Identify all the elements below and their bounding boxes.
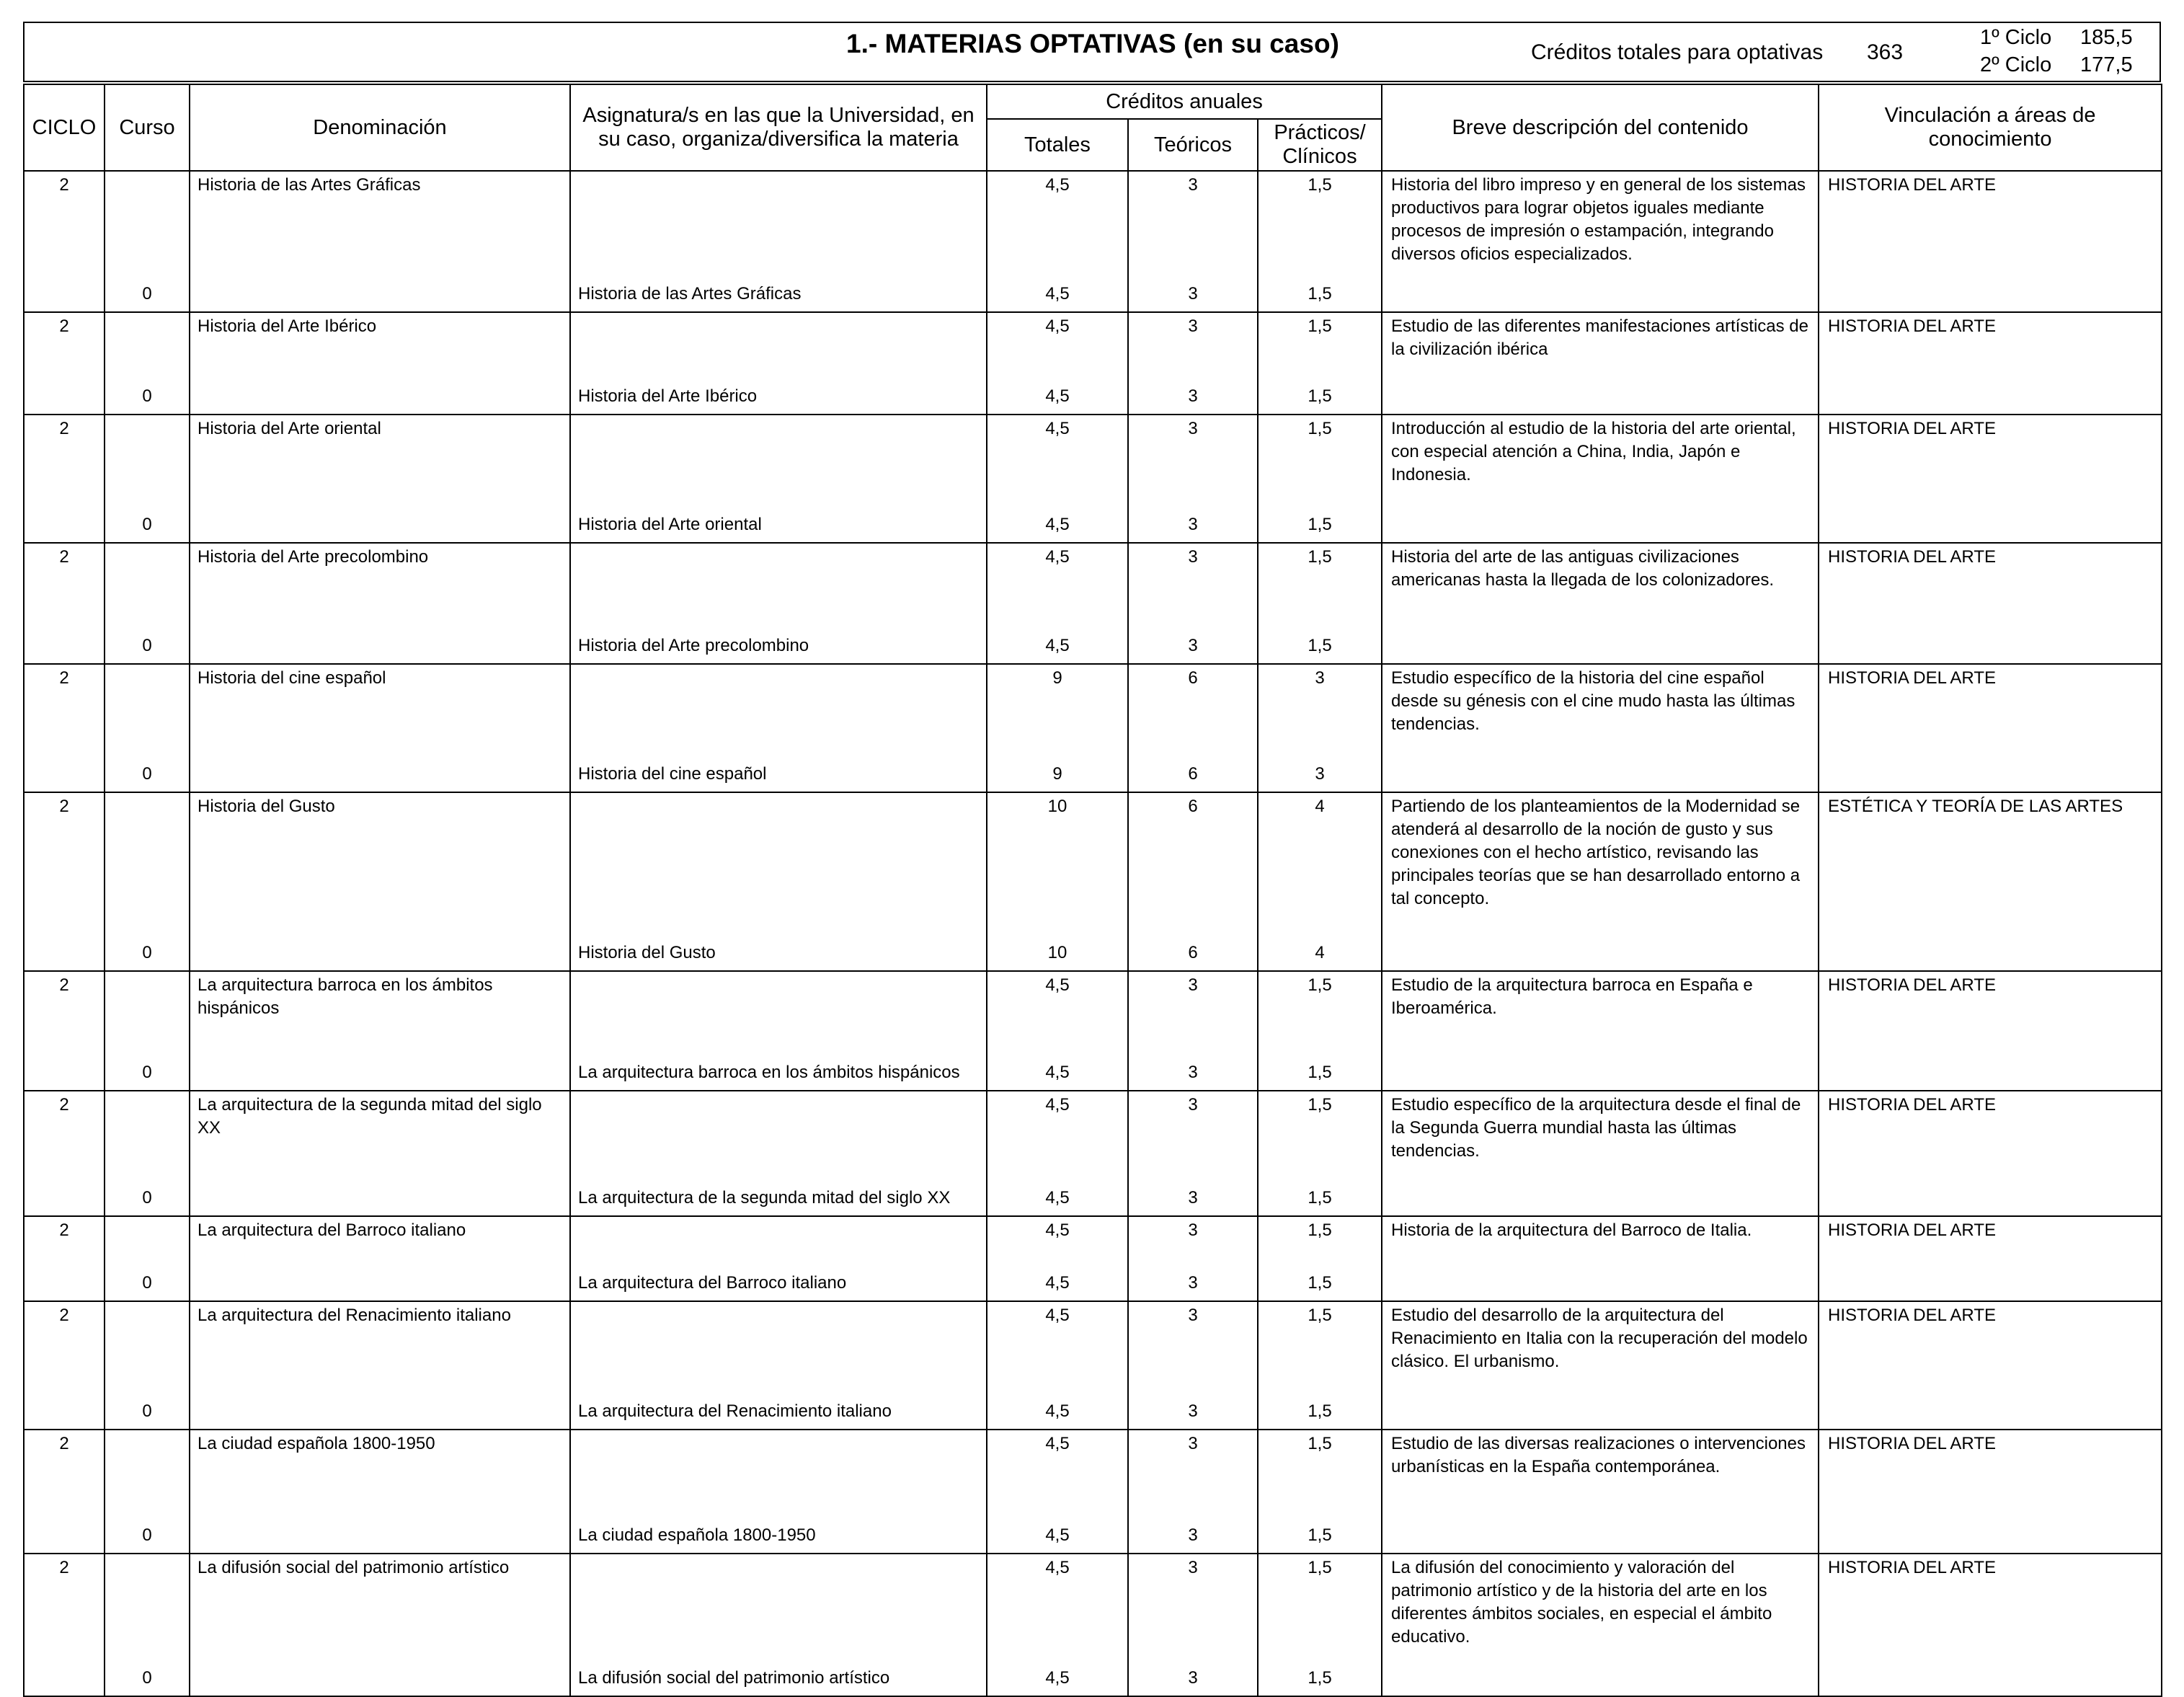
col-header-descripcion: Breve descripción del contenido [1382, 84, 1819, 171]
asignatura-cell: Historia de las Artes Gráficas [570, 279, 987, 312]
practicos-cell: 1,5 [1258, 543, 1382, 626]
optional-subjects-sheet [23, 22, 2161, 1688]
denominacion-cell: La arquitectura barroca en los ámbitos hispánicos [190, 971, 570, 1050]
teoricos-cell: 3 [1128, 1216, 1258, 1261]
teoricos-cell: 3 [1128, 505, 1258, 543]
practicos-cell: 4 [1258, 934, 1382, 971]
teoricos-cell: 3 [1128, 374, 1258, 415]
totales-cell: 4,5 [987, 1516, 1128, 1554]
asignatura-cell: Historia del Arte precolombino [570, 626, 987, 664]
asignatura-cell [570, 1091, 987, 1179]
col-header-asignatura: Asignatura/s en las que la Universidad, en su caso, organiza/diversifica la materia [570, 84, 987, 171]
curso-cell: 0 [105, 626, 190, 664]
ciclo-cell [24, 1261, 105, 1301]
teoricos-cell: 3 [1128, 312, 1258, 374]
practicos-cell: 1,5 [1258, 1261, 1382, 1301]
asignatura-cell [570, 1430, 987, 1516]
teoricos-cell: 3 [1128, 279, 1258, 312]
ciclo-cell: 2 [24, 1091, 105, 1179]
asignatura-cell [570, 1216, 987, 1261]
denominacion-cell: Historia del Arte precolombino [190, 543, 570, 626]
teoricos-cell: 6 [1128, 934, 1258, 971]
sheet-header [23, 22, 2161, 82]
denominacion-cell [190, 1179, 570, 1216]
totales-cell: 4,5 [987, 1216, 1128, 1261]
totales-cell: 4,5 [987, 1050, 1128, 1091]
teoricos-cell: 3 [1128, 171, 1258, 279]
subject-row [24, 1091, 2162, 1179]
ciclo-cell [24, 626, 105, 664]
ciclo-cell: 2 [24, 664, 105, 755]
descripcion-cell: Estudio de la arquitectura barroca en España e Iberoamérica. [1382, 971, 1819, 1091]
descripcion-cell: La difusión del conocimiento y valoración del patrimonio artístico y de la historia del arte en los diferentes ámbitos sociales, en especial el ámbito educativo. [1382, 1554, 1819, 1696]
practicos-cell: 4 [1258, 792, 1382, 934]
practicos-cell: 1,5 [1258, 415, 1382, 505]
curso-cell [105, 415, 190, 505]
descripcion-cell: Historia de la arquitectura del Barroco de Italia. [1382, 1216, 1819, 1301]
vinculacion-cell: HISTORIA DEL ARTE [1819, 415, 2162, 543]
ciclo-cell: 2 [24, 415, 105, 505]
totales-cell: 4,5 [987, 1301, 1128, 1389]
teoricos-cell: 3 [1128, 626, 1258, 664]
ciclo-cell: 2 [24, 171, 105, 279]
practicos-cell: 1,5 [1258, 312, 1382, 374]
descripcion-cell: Estudio específico de la arquitectura desde el final de la Segunda Guerra mundial hasta las últimas tendencias. [1382, 1091, 1819, 1216]
practicos-cell: 1,5 [1258, 1050, 1382, 1091]
asignatura-cell: La arquitectura barroca en los ámbitos hispánicos [570, 1050, 987, 1091]
denominacion-cell: La arquitectura del Barroco italiano [190, 1216, 570, 1261]
total-credits-value: 363 [1867, 40, 1904, 64]
denominacion-cell: La ciudad española 1800-1950 [190, 1430, 570, 1516]
col-header-totales: Totales [987, 119, 1128, 171]
curso-cell [105, 1554, 190, 1660]
ciclo-cell: 2 [24, 792, 105, 934]
ciclo-cell: 2 [24, 1301, 105, 1389]
ciclo-cell: 2 [24, 543, 105, 626]
vinculacion-cell: HISTORIA DEL ARTE [1819, 971, 2162, 1091]
totales-cell: 10 [987, 934, 1128, 971]
page-title: 1.- MATERIAS OPTATIVAS (en su caso) [846, 29, 1339, 58]
denominacion-cell: Historia del Arte oriental [190, 415, 570, 505]
vinculacion-cell: HISTORIA DEL ARTE [1819, 543, 2162, 664]
curso-cell: 0 [105, 1179, 190, 1216]
ciclo-cell [24, 279, 105, 312]
totales-cell: 4,5 [987, 1261, 1128, 1301]
denominacion-cell [190, 505, 570, 543]
vinculacion-cell: HISTORIA DEL ARTE [1819, 312, 2162, 415]
asignatura-cell: Historia del Arte oriental [570, 505, 987, 543]
practicos-cell: 1,5 [1258, 1554, 1382, 1660]
practicos-cell: 1,5 [1258, 1389, 1382, 1430]
ciclo-cell [24, 755, 105, 792]
totales-cell: 4,5 [987, 1660, 1128, 1696]
asignatura-cell: Historia del Gusto [570, 934, 987, 971]
asignatura-cell [570, 664, 987, 755]
descripcion-cell: Historia del arte de las antiguas civilizaciones americanas hasta la llegada de los colonizadores. [1382, 543, 1819, 664]
cycle-2-value: 177,5 [2080, 53, 2133, 76]
teoricos-cell: 3 [1128, 415, 1258, 505]
descripcion-cell: Historia del libro impreso y en general de los sistemas productivos para lograr objetos iguales mediante procesos de impresión o estampación, integrando diversos oficios especializados. [1382, 171, 1819, 312]
asignatura-cell [570, 312, 987, 374]
ciclo-cell: 2 [24, 1216, 105, 1261]
teoricos-cell: 3 [1128, 971, 1258, 1050]
totales-cell: 4,5 [987, 279, 1128, 312]
col-header-practicos: Prácticos/ Clínicos [1258, 119, 1382, 171]
subject-row [24, 1301, 2162, 1389]
asignatura-cell: La arquitectura del Renacimiento italiano [570, 1389, 987, 1430]
curso-cell: 0 [105, 934, 190, 971]
ciclo-cell: 2 [24, 1554, 105, 1660]
practicos-cell: 1,5 [1258, 1660, 1382, 1696]
teoricos-cell: 3 [1128, 1050, 1258, 1091]
curso-cell [105, 1301, 190, 1389]
practicos-cell: 1,5 [1258, 171, 1382, 279]
ciclo-cell: 2 [24, 971, 105, 1050]
asignatura-cell: La arquitectura de la segunda mitad del siglo XX [570, 1179, 987, 1216]
curso-cell: 0 [105, 755, 190, 792]
denominacion-cell: La arquitectura de la segunda mitad del siglo XX [190, 1091, 570, 1179]
total-credits-label: Créditos totales para optativas [1531, 40, 1824, 64]
curso-cell: 0 [105, 505, 190, 543]
curso-cell: 0 [105, 1516, 190, 1554]
asignatura-cell [570, 1554, 987, 1660]
cycle-2-label: 2º Ciclo [1980, 53, 2052, 76]
ciclo-cell [24, 934, 105, 971]
curso-cell [105, 792, 190, 934]
ciclo-cell [24, 1389, 105, 1430]
denominacion-cell [190, 1050, 570, 1091]
descripcion-cell: Estudio específico de la historia del cine español desde su génesis con el cine mudo hasta las últimas tendencias. [1382, 664, 1819, 792]
col-header-curso: Curso [105, 84, 190, 171]
subject-row [24, 415, 2162, 505]
practicos-cell: 1,5 [1258, 971, 1382, 1050]
totales-cell: 9 [987, 664, 1128, 755]
vinculacion-cell: ESTÉTICA Y TEORÍA DE LAS ARTES [1819, 792, 2162, 971]
totales-cell: 4,5 [987, 1430, 1128, 1516]
ciclo-cell [24, 505, 105, 543]
denominacion-cell [190, 279, 570, 312]
subject-row [24, 792, 2162, 934]
cycle-1-value: 185,5 [2080, 26, 2133, 49]
denominacion-cell [190, 626, 570, 664]
denominacion-cell: Historia del Gusto [190, 792, 570, 934]
denominacion-cell: Historia del Arte Ibérico [190, 312, 570, 374]
asignatura-cell: Historia del Arte Ibérico [570, 374, 987, 415]
curso-cell [105, 1216, 190, 1261]
practicos-cell: 1,5 [1258, 1430, 1382, 1516]
col-header-ciclo: CICLO [24, 84, 105, 171]
denominacion-cell [190, 1660, 570, 1696]
practicos-cell: 1,5 [1258, 1179, 1382, 1216]
teoricos-cell: 3 [1128, 1430, 1258, 1516]
curso-cell: 0 [105, 1050, 190, 1091]
ciclo-cell [24, 1050, 105, 1091]
ciclo-cell: 2 [24, 312, 105, 374]
subject-row [24, 312, 2162, 374]
teoricos-cell: 3 [1128, 1554, 1258, 1660]
teoricos-cell: 6 [1128, 755, 1258, 792]
curso-cell: 0 [105, 374, 190, 415]
practicos-cell: 1,5 [1258, 1516, 1382, 1554]
totales-cell: 4,5 [987, 171, 1128, 279]
ciclo-cell: 2 [24, 1430, 105, 1516]
vinculacion-cell: HISTORIA DEL ARTE [1819, 1301, 2162, 1430]
asignatura-cell [570, 1301, 987, 1389]
asignatura-cell [570, 971, 987, 1050]
totales-cell: 9 [987, 755, 1128, 792]
totales-cell: 4,5 [987, 415, 1128, 505]
denominacion-cell: La arquitectura del Renacimiento italiano [190, 1301, 570, 1389]
curso-cell [105, 971, 190, 1050]
asignatura-cell [570, 171, 987, 279]
practicos-cell: 3 [1258, 755, 1382, 792]
curso-cell [105, 1091, 190, 1179]
totales-cell: 4,5 [987, 374, 1128, 415]
descripcion-cell: Estudio de las diversas realizaciones o intervenciones urbanísticas en la España contemporánea. [1382, 1430, 1819, 1554]
ciclo-cell [24, 1179, 105, 1216]
curso-cell: 0 [105, 279, 190, 312]
curso-cell: 0 [105, 1261, 190, 1301]
totales-cell: 4,5 [987, 1554, 1128, 1660]
totales-cell: 4,5 [987, 312, 1128, 374]
totales-cell: 4,5 [987, 1179, 1128, 1216]
practicos-cell: 1,5 [1258, 374, 1382, 415]
totales-cell: 4,5 [987, 505, 1128, 543]
vinculacion-cell: HISTORIA DEL ARTE [1819, 664, 2162, 792]
asignatura-cell [570, 415, 987, 505]
teoricos-cell: 3 [1128, 1179, 1258, 1216]
teoricos-cell: 3 [1128, 1301, 1258, 1389]
totales-cell: 4,5 [987, 1091, 1128, 1179]
teoricos-cell: 3 [1128, 1660, 1258, 1696]
denominacion-cell [190, 1389, 570, 1430]
subjects-table [23, 84, 2162, 1697]
col-header-denominacion: Denominación [190, 84, 570, 171]
curso-cell [105, 1430, 190, 1516]
ciclo-cell [24, 374, 105, 415]
curso-cell [105, 312, 190, 374]
practicos-cell: 1,5 [1258, 1216, 1382, 1261]
vinculacion-cell: HISTORIA DEL ARTE [1819, 1216, 2162, 1301]
teoricos-cell: 3 [1128, 1389, 1258, 1430]
curso-cell [105, 171, 190, 279]
asignatura-cell [570, 543, 987, 626]
col-header-teoricos: Teóricos [1128, 119, 1258, 171]
descripcion-cell: Estudio del desarrollo de la arquitectura del Renacimiento en Italia con la recuperación del modelo clásico. El urbanismo. [1382, 1301, 1819, 1430]
denominacion-cell: Historia de las Artes Gráficas [190, 171, 570, 279]
asignatura-cell: La ciudad española 1800-1950 [570, 1516, 987, 1554]
curso-cell [105, 664, 190, 755]
vinculacion-cell: HISTORIA DEL ARTE [1819, 1430, 2162, 1554]
col-header-creditos: Créditos anuales [987, 84, 1382, 119]
denominacion-cell: La difusión social del patrimonio artístico [190, 1554, 570, 1660]
asignatura-cell: La arquitectura del Barroco italiano [570, 1261, 987, 1301]
subject-row [24, 171, 2162, 279]
denominacion-cell [190, 934, 570, 971]
practicos-cell: 1,5 [1258, 626, 1382, 664]
asignatura-cell: La difusión social del patrimonio artístico [570, 1660, 987, 1696]
vinculacion-cell: HISTORIA DEL ARTE [1819, 1554, 2162, 1696]
practicos-cell: 1,5 [1258, 1091, 1382, 1179]
totales-cell: 4,5 [987, 971, 1128, 1050]
descripcion-cell: Estudio de las diferentes manifestaciones artísticas de la civilización ibérica [1382, 312, 1819, 415]
subject-row [24, 543, 2162, 626]
totales-cell: 4,5 [987, 543, 1128, 626]
totales-cell: 4,5 [987, 626, 1128, 664]
vinculacion-cell: HISTORIA DEL ARTE [1819, 171, 2162, 312]
totales-cell: 10 [987, 792, 1128, 934]
practicos-cell: 1,5 [1258, 1301, 1382, 1389]
totales-cell: 4,5 [987, 1389, 1128, 1430]
subject-row [24, 664, 2162, 755]
denominacion-cell: Historia del cine español [190, 664, 570, 755]
curso-cell: 0 [105, 1660, 190, 1696]
teoricos-cell: 3 [1128, 1261, 1258, 1301]
descripcion-cell: Partiendo de los planteamientos de la Modernidad se atenderá al desarrollo de la noción de gusto y sus conexiones con el hecho artístico, revisando las principales teorías que se han desarrollado entorno a tal concepto. [1382, 792, 1819, 971]
curso-cell: 0 [105, 1389, 190, 1430]
practicos-cell: 1,5 [1258, 505, 1382, 543]
ciclo-cell [24, 1516, 105, 1554]
teoricos-cell: 3 [1128, 1516, 1258, 1554]
col-header-vinculacion: Vinculación a áreas de conocimiento [1819, 84, 2162, 171]
curso-cell [105, 543, 190, 626]
denominacion-cell [190, 1261, 570, 1301]
descripcion-cell: Introducción al estudio de la historia del arte oriental, con especial atención a China, India, Japón e Indonesia. [1382, 415, 1819, 543]
asignatura-cell: Historia del cine español [570, 755, 987, 792]
subject-row [24, 1216, 2162, 1261]
practicos-cell: 1,5 [1258, 279, 1382, 312]
teoricos-cell: 6 [1128, 792, 1258, 934]
asignatura-cell [570, 792, 987, 934]
subject-row [24, 971, 2162, 1050]
teoricos-cell: 3 [1128, 1091, 1258, 1179]
denominacion-cell [190, 755, 570, 792]
teoricos-cell: 6 [1128, 664, 1258, 755]
subject-row [24, 1554, 2162, 1660]
practicos-cell: 3 [1258, 664, 1382, 755]
denominacion-cell [190, 1516, 570, 1554]
teoricos-cell: 3 [1128, 543, 1258, 626]
denominacion-cell [190, 374, 570, 415]
ciclo-cell [24, 1660, 105, 1696]
subject-row [24, 1430, 2162, 1516]
vinculacion-cell: HISTORIA DEL ARTE [1819, 1091, 2162, 1216]
cycle-1-label: 1º Ciclo [1980, 26, 2052, 49]
